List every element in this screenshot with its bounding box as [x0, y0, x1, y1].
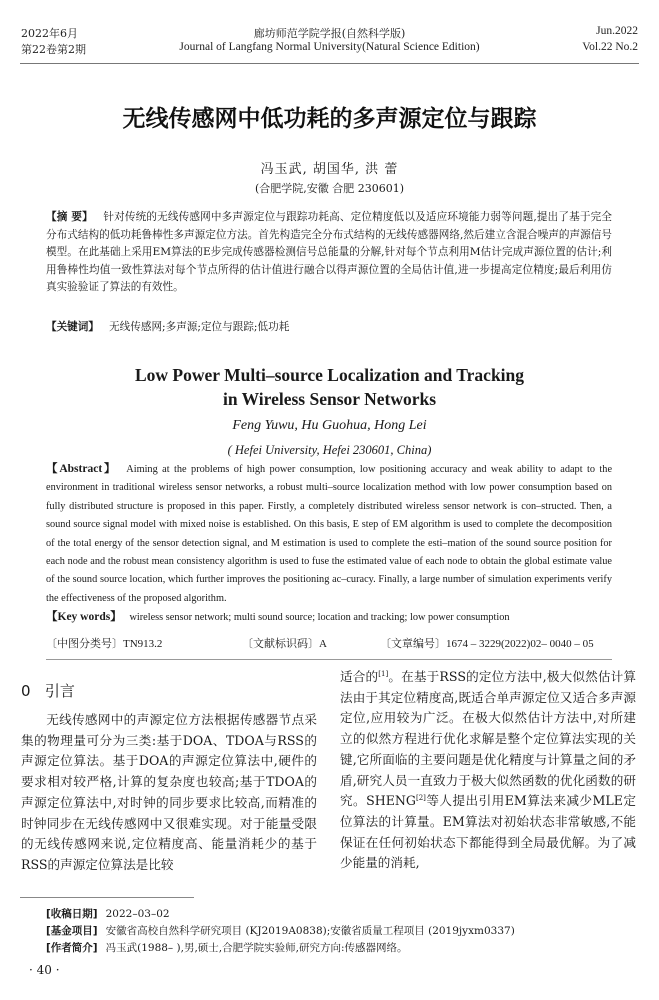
body-column-left [21, 710, 317, 876]
paper-title-en-line1: Low Power Multi–source Localization and Tracking [134, 365, 525, 385]
authors-en: Feng Yuwu, Hu Guohua, Hong Lei [232, 418, 427, 433]
header-date-cn: 2022年6月 [21, 27, 78, 40]
footnote-text: 安徽省高校自然科学研究项目 (KJ2019A0838);安徽省质量工程项目 (2019jyxm0337) [105, 925, 515, 937]
citation-2[interactable]: [2] [416, 794, 426, 803]
section-number: 0 [21, 682, 31, 700]
header-issue-cn: 第22卷第2期 [21, 43, 86, 56]
header-journal-cn: 廊坊师范学院学报(自然科学版) [253, 27, 406, 40]
body-text: 。在基于RSS的定位方法中,极大似然估计算法由于其定位精度高,既适合单声源定位又适合多声源定位,应用较为广泛。在极大似然估计方法中,对所建立的似然方程进行优化求解是整个定位算法实现的关键,它所面临的主要问题是优化精度与计算量之间的矛盾,研究人员一直致力于极大似然函数的优化函数的研究。SHENG [340, 669, 637, 809]
footnote-rule [20, 897, 194, 898]
footnote-label: [作者简介] [46, 942, 98, 954]
paper-title-cn: 无线传感网中低功耗的多声源定位与跟踪 [122, 106, 537, 132]
clc-number: 〔中图分类号〕TN913.2 [46, 638, 163, 650]
keywords-cn [46, 319, 612, 337]
paper-title-en-line2: in Wireless Sensor Networks [222, 389, 437, 409]
authors-cn: 冯玉武, 胡国华, 洪 蕾 [260, 162, 399, 177]
header-date-en: Jun.2022 [596, 25, 638, 37]
page-number: · 40 · [29, 963, 60, 977]
citation-1[interactable]: [1] [378, 670, 389, 678]
footnote-text: 冯玉武(1988– ),男,硕士,合肥学院实验师,研究方向:传感器网络。 [105, 942, 408, 954]
keywords-en-label: 【Key words】 [46, 611, 122, 623]
body-text: 适合的 [340, 669, 379, 684]
document-code: 〔文献标识码〕A [242, 638, 327, 650]
keywords-cn-label: 【关键词】 [46, 321, 99, 333]
abstract-en [46, 460, 612, 608]
abstract-cn-label: 【摘 要】 [46, 211, 93, 223]
header-issue-en: Vol.22 No.2 [582, 41, 638, 53]
body-column-right [340, 667, 636, 874]
footnote-label: [收稿日期] [46, 908, 98, 920]
body-paragraph: 无线传感网中的声源定位方法根据传感器节点采集的物理量可分为三类:基于DOA、TDOA与RSS的声源定位算法。基于DOA的声源定位算法中,硬件的要求相对较严格,计算的复杂度也较高;基于TDOA的声源定位算法中,对时钟的同步要求比较高,而精准的时钟同步在无线传感网中又很难实现。对于能量受限的无线传感网来说,定位精度高、能量消耗少的基于RSS的声源定位算法是比较 [21, 712, 317, 872]
keywords-en [46, 608, 510, 624]
body-text: 等人提出引用EM算法来减少MLE定位算法的计算量。EM算法对初始状态非常敏感,不能保证在任何初始状态下都能得到全局最优解。为了减少能量的消耗, [340, 793, 636, 871]
affiliation-en: ( Hefei University, Hefei 230601, China) [227, 443, 432, 457]
keywords-en-text: wireless sensor network; multi sound source; location and tracking; low power consumption [129, 612, 510, 623]
abstract-cn-text: 针对传统的无线传感网中多声源定位与跟踪功耗高、定位精度低以及适应环境能力弱等问题,提出了基于完全分布式结构的低功耗鲁棒性多声源定位方法。首先构造完全分布式结构的无线传感器网络,然后建立含混合噪声的声源信号模型。在此基础上采用EM算法的E步完成传感器检测信号总能量的分解,针对每个节点利用M估计完成声源位置的估计;利用鲁棒性均值一致性算法对每个节点所得的估计值进行融合以得声源位置的全局估计值,进一步提高定位精度;最后利用仿真实验验证了算法的有效性。 [46, 211, 612, 294]
keywords-cn-text: 无线传感网;多声源;定位与跟踪;低功耗 [109, 321, 290, 333]
section-title: 引言 [44, 682, 75, 700]
footnote-author [46, 940, 408, 955]
abstract-cn [46, 209, 612, 297]
body-paragraph-continued [340, 667, 636, 874]
footnote-label: [基金项目] [46, 925, 98, 937]
footnote-fund [46, 923, 515, 938]
footnote-text: 2022–03–02 [105, 908, 170, 920]
section-heading [21, 680, 75, 701]
affiliation-cn: (合肥学院,安徽 合肥 230601) [254, 182, 405, 195]
abstract-en-label: 【Abstract】 [46, 463, 118, 475]
article-number: 〔文章编号〕1674 – 3229(2022)02– 0040 – 05 [380, 638, 594, 650]
header-rule [20, 63, 639, 64]
abstract-rule [46, 659, 612, 660]
abstract-en-text: Aiming at the problems of high power consumption, low positioning accuracy and weak ability to adapt to the environment in traditional wireless sensor networks, a robust multi–source localization method with low power consumption based on fully distributed structure is proposed in this paper. Firstly, a completely distributed wireless sensor network is con–structed. Then, a sound source signal model with mixed noise is established. On this basis, E step of EM algorithm is used to complete the decomposition of the total energy of the sensor detection signal, and M estimation is used to complete the esti–mation of the sound source position for each node and the robust mean consistency algorithm is used to fuse the estimated value of each node to obtain the global estimate value of the sound source location, which further improves the positioning ac–curacy. Finally, a large number of simulation experiments verify the effectiveness of the proposed algorithm. [46, 464, 613, 604]
header-journal-en: Journal of Langfang Normal University(Natural Science Edition) [179, 41, 480, 53]
footnote-received [46, 906, 170, 921]
